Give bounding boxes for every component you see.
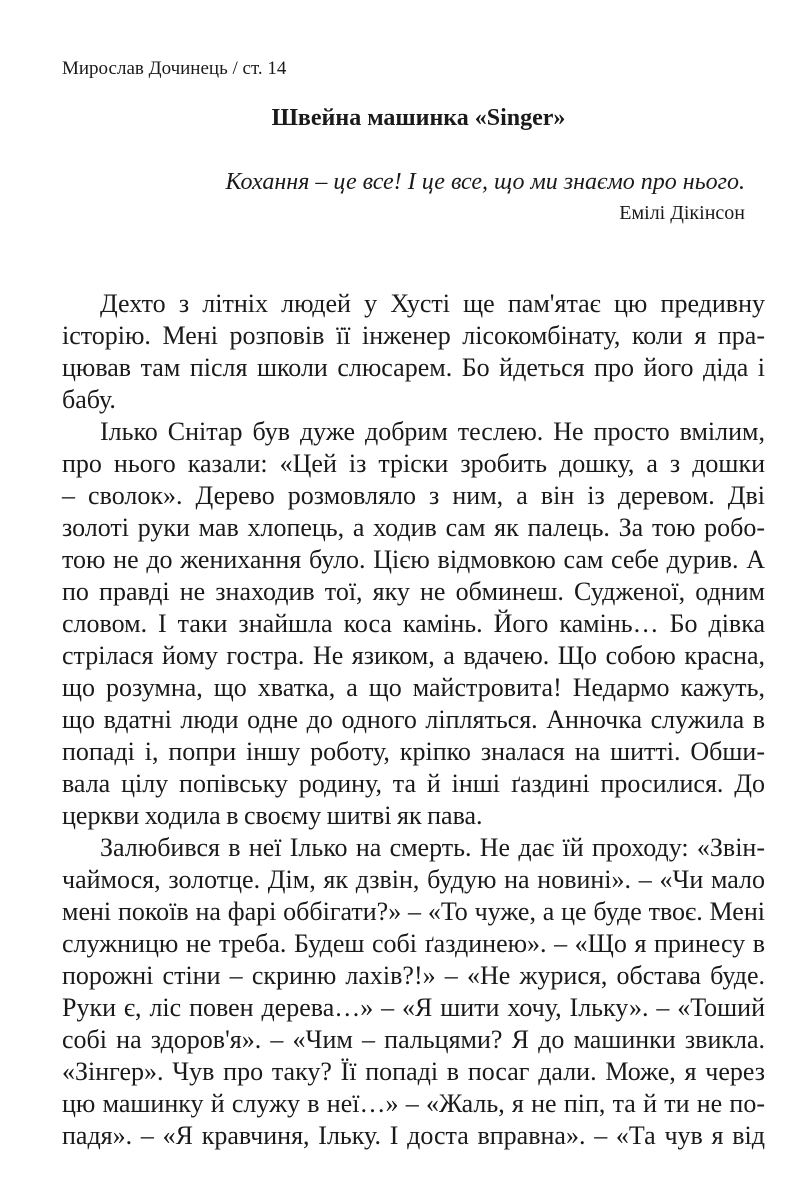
text-line: «Зінгер». Чув про таку? Її попаді в посаг дали. Може, я через xyxy=(62,1057,765,1086)
paragraph xyxy=(62,832,765,1152)
text-line: мені покоїв на фарі оббігати?» – «То чуже, а це буде твоє. Мені xyxy=(62,897,765,926)
text-line: – сволок». Дерево розмовляло з ним, а він із деревом. Дві xyxy=(62,481,765,510)
text-line: церкви ходила в своєму шитві як пава. xyxy=(62,801,483,830)
epigraph-author: Емілі Дікінсон xyxy=(619,202,745,224)
text-line: чаймося, золотце. Дім, як дзвін, будую на новині». – «Чи мало xyxy=(62,865,765,894)
text-line: тою не до женихання було. Цією відмовкою сам себе дурив. А xyxy=(62,545,765,574)
text-line: вала цілу попівську родину, та й інші ґаздині просилися. До xyxy=(62,769,765,798)
text-line: бабу. xyxy=(62,385,116,414)
text-line: цю машинку й служу в неї…» – «Жаль, я не піп, та й ти не по- xyxy=(62,1089,765,1118)
body-text xyxy=(62,288,765,1152)
text-line: золоті руки мав хлопець, а ходив сам як палець. За тою робо- xyxy=(62,513,765,542)
text-line: служницю не треба. Будеш собі ґаздинею». – «Що я принесу в xyxy=(62,929,765,958)
text-line: по правді не знаходив тої, яку не обминеш. Судженої, одним xyxy=(62,577,765,606)
text-line: попаді і, попри іншу роботу, кріпко зналася на шитті. Обши- xyxy=(62,737,765,766)
text-line: що вдатні люди одне до одного ліпляться. Анночка служила в xyxy=(62,705,765,734)
text-line: собі на здоров'я». – «Чим – пальцями? Я до машинки звикла. xyxy=(62,1025,765,1054)
paragraph xyxy=(62,288,765,416)
epigraph xyxy=(226,166,745,228)
paragraph xyxy=(62,416,765,832)
chapter-title: Швейна машинка «Singer» xyxy=(271,105,566,131)
text-line: що розумна, що хватка, а що майстровита! Недармо кажуть, xyxy=(62,673,765,702)
running-header: Мирослав Дочинець / ст. 14 xyxy=(62,58,287,79)
text-line: Дехто з літніх людей у Хусті ще пам'ятає цю предивну xyxy=(100,289,765,318)
text-line: Руки є, ліс повен дерева…» – «Я шити хочу, Ільку». – «Тоший xyxy=(62,993,765,1022)
text-line: порожні стіни – скриню лахів?!» – «Не журися, обстава буде. xyxy=(62,961,765,990)
text-line: падя». – «Я кравчиня, Ільку. І доста вправна». – «Та чув я від xyxy=(62,1121,765,1150)
text-line: історію. Мені розповів її інженер лісокомбінату, коли я пра- xyxy=(62,321,765,350)
text-line: про нього казали: «Цей із тріски зробить дошку, а з дошки xyxy=(62,449,765,478)
text-line: стрілася йому гостра. Не язиком, а вдачею. Що собою красна, xyxy=(62,641,765,670)
text-line: Ілько Снітар був дуже добрим теслею. Не просто вмілим, xyxy=(100,417,765,446)
text-line: словом. І таки знайшла коса камінь. Його камінь… Бо дівка xyxy=(62,609,765,638)
text-line: Залюбився в неї Ілько на смерть. Не дає їй проходу: «Звін- xyxy=(100,833,765,862)
epigraph-quote: Кохання – це все! І це все, що ми знаємо про нього. xyxy=(225,169,745,195)
text-line: цював там після школи слюсарем. Бо йдеться про його діда і xyxy=(62,353,765,382)
